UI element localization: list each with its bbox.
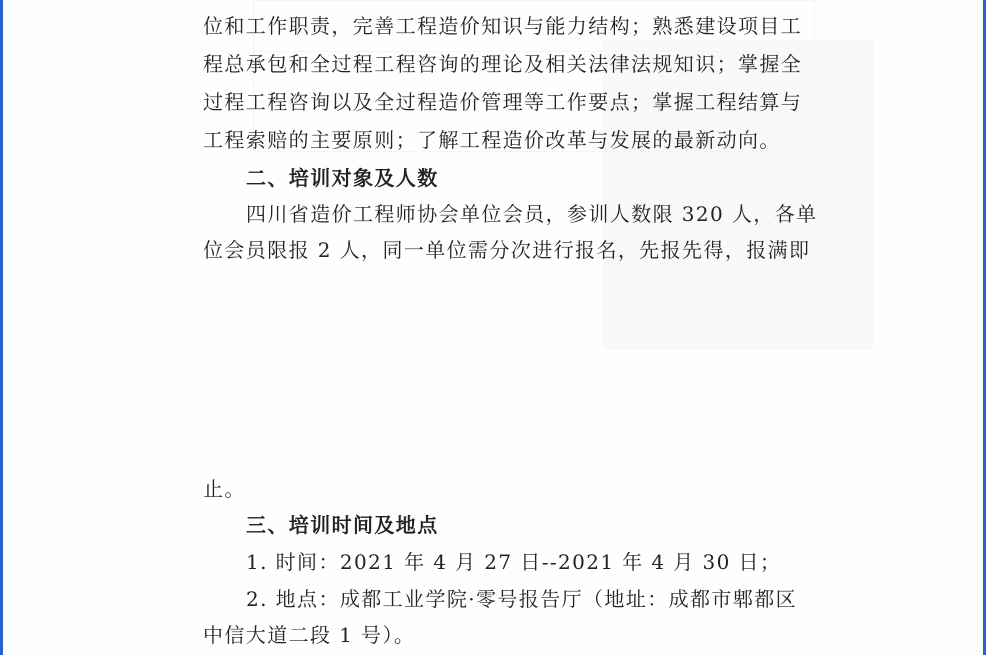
document-page bbox=[3, 0, 983, 655]
body-line: 工程索赔的主要原则；了解工程造价改革与发展的最新动向。 bbox=[203, 128, 781, 152]
training-place-line: 中信大道二段 1 号）。 bbox=[203, 623, 416, 647]
section-heading-2: 二、培训对象及人数 bbox=[246, 166, 439, 190]
training-place-line: 2. 地点：成都工业学院·零号报告厅（地址：成都市郫都区 bbox=[246, 587, 797, 611]
body-line: 程总承包和全过程工程咨询的理论及相关法律法规知识；掌握全 bbox=[203, 52, 803, 76]
body-line: 位会员限报 2 人，同一单位需分次进行报名，先报先得，报满即 bbox=[203, 238, 811, 262]
body-line: 位和工作职责，完善工程造价知识与能力结构；熟悉建设项目工 bbox=[203, 14, 803, 38]
body-line: 止。 bbox=[203, 477, 246, 501]
section-heading-3: 三、培训时间及地点 bbox=[246, 513, 439, 537]
body-line: 过程工程咨询以及全过程造价管理等工作要点；掌握工程结算与 bbox=[203, 90, 803, 114]
body-line: 四川省造价工程师协会单位会员，参训人数限 320 人，各单 bbox=[246, 202, 818, 226]
training-time: 1. 时间：2021 年 4 月 27 日--2021 年 4 月 30 日； bbox=[246, 550, 782, 574]
bleed-through-shadow bbox=[603, 40, 873, 350]
